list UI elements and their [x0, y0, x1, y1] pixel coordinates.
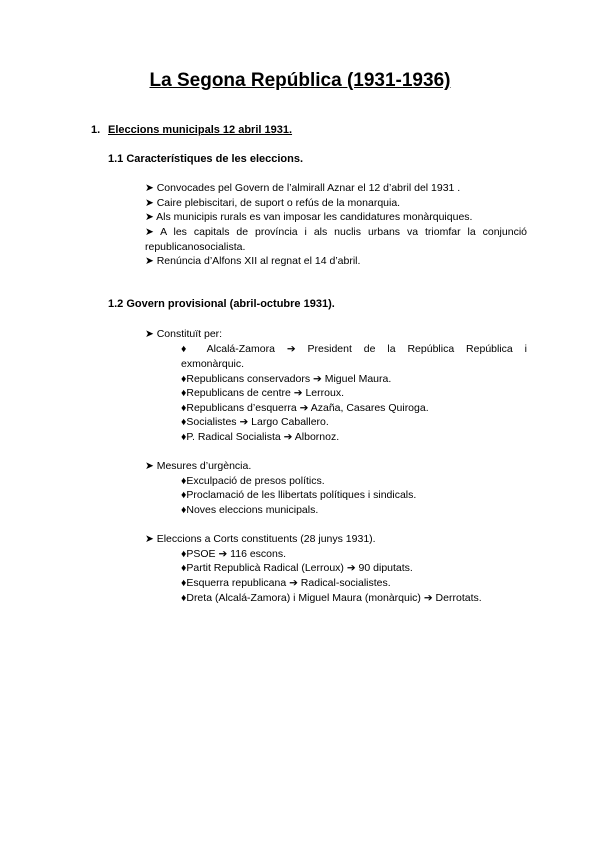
bullet-eleccions: ➤ Eleccions a Corts constituents (28 junys 1931).: [145, 533, 376, 545]
sub-item-line: exmonàrquic.: [181, 358, 245, 370]
sub-item: ♦Proclamació de les llibertats polítiques i sindicals.: [181, 489, 417, 501]
sub-item: ♦Esquerra republicana ➔ Radical-socialistes.: [181, 577, 391, 589]
sub-item: ♦Dreta (Alcalá-Zamora) i Miguel Maura (monàrquic) ➔ Derrotats.: [181, 592, 482, 604]
list-item: ➤ Renúncia d’Alfons XII al regnat el 14 d’abril.: [145, 255, 361, 267]
sub-item-line: ♦ Alcalá-Zamora ➔ President de la República República i: [181, 343, 527, 355]
list-item: [145, 225, 527, 255]
list-item-line: republicanosocialista.: [145, 241, 246, 253]
sub-item: [181, 342, 527, 372]
sub-item: ♦Republicans d’esquerra ➔ Azaña, Casares Quiroga.: [181, 402, 429, 414]
sub-item: ♦Republicans conservadors ➔ Miguel Maura.: [181, 373, 392, 385]
sub-item: ♦Exculpació de presos polítics.: [181, 475, 325, 487]
subsection-heading-1-1: 1.1 Característiques de les eleccions.: [108, 153, 304, 165]
list-item: ➤ Convocades pel Govern de l’almirall Aznar el 12 d’abril del 1931 .: [145, 182, 461, 194]
page-title: La Segona República (1931-1936): [149, 70, 451, 91]
bullet-constituit: ➤ Constituït per:: [145, 328, 223, 340]
sub-item: ♦P. Radical Socialista ➔ Albornoz.: [181, 431, 340, 443]
bullet-mesures: ➤ Mesures d’urgència.: [145, 460, 252, 472]
sub-item: ♦Socialistes ➔ Largo Caballero.: [181, 416, 329, 428]
section-heading-text: Eleccions municipals 12 abril 1931.: [108, 124, 293, 136]
list-item-line: ➤ A les capitals de província i als nuclis urbans va triomfar la conjunció: [145, 226, 527, 238]
section-number: 1.: [91, 124, 101, 136]
sub-item: ♦Noves eleccions municipals.: [181, 504, 319, 516]
section-heading: [91, 124, 292, 136]
sub-item: ♦PSOE ➔ 116 escons.: [181, 548, 287, 560]
subsection-heading-1-2: 1.2 Govern provisional (abril-octubre 1931).: [108, 298, 335, 310]
sub-item: ♦Republicans de centre ➔ Lerroux.: [181, 387, 344, 399]
list-item: ➤ Als municipis rurals es van imposar les candidatures monàrquiques.: [145, 211, 473, 223]
list-item: ➤ Caire plebiscitari, de suport o refús de la monarquia.: [145, 197, 401, 209]
sub-item: ♦Partit Republicà Radical (Lerroux) ➔ 90 diputats.: [181, 562, 413, 574]
